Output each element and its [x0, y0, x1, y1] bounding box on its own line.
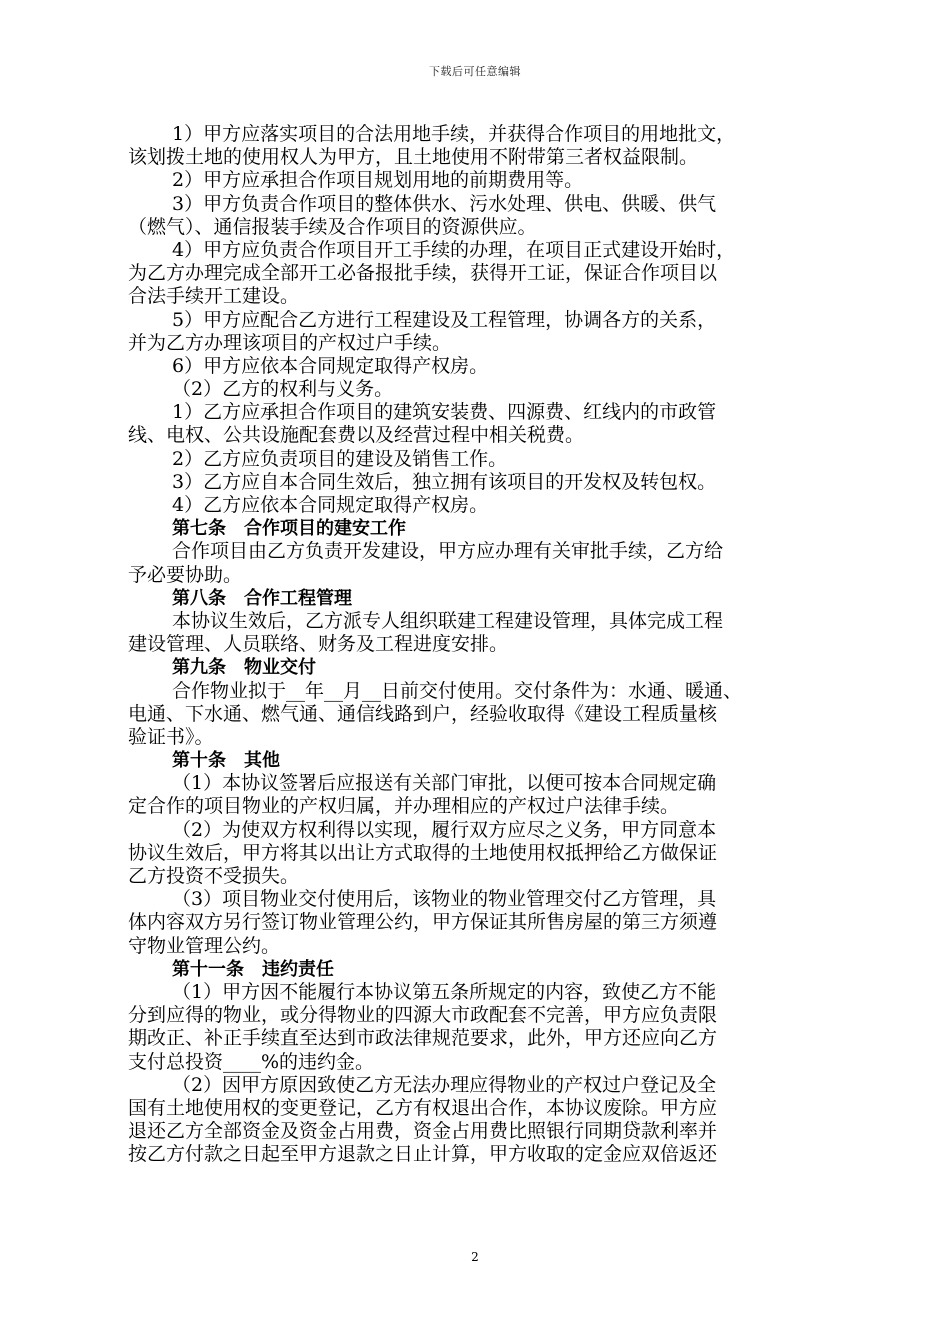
section-heading: 第八条 合作工程管理: [172, 587, 352, 609]
text-line: 定合作的项目物业的产权归属，并办理相应的产权过户法律手续。: [128, 795, 680, 818]
text-line: 并为乙方办理该项目的产权过户手续。: [128, 331, 452, 354]
text-line: 2）甲方应承担合作项目规划用地的前期费用等。: [172, 169, 584, 192]
text-line: 该划拨土地的使用权人为甲方，且土地使用不附带第三者权益限制。: [128, 146, 699, 169]
text-line: 守物业管理公约。: [128, 934, 281, 957]
text-line: 5）甲方应配合乙方进行工程建设及工程管理，协调各方的关系，: [172, 308, 717, 331]
text-line: 退还乙方全部资金及资金占用费，资金占用费比照银行同期贷款利率并: [128, 1120, 718, 1143]
text-line: 线、电权、公共设施配套费以及经营过程中相关税费。: [128, 424, 585, 447]
section-heading: 第七条 合作项目的建安工作: [172, 518, 406, 540]
text-line: 6）甲方应依本合同规定取得产权房。: [172, 354, 489, 377]
text-line: （2）乙方的权利与义务。: [172, 378, 394, 401]
text-line: 建设管理、人员联络、财务及工程进度安排。: [128, 633, 509, 656]
text-line: （燃气）、通信报装手续及合作项目的资源供应。: [128, 215, 537, 238]
text-line: 国有土地使用权的变更登记，乙方有权退出合作，本协议废除。甲方应: [128, 1096, 718, 1119]
text-line: 分到应得的物业，或分得物业的四源大市政配套不完善，甲方应负责限: [128, 1004, 718, 1027]
text-line: 1）甲方应落实项目的合法用地手续，并获得合作项目的用地批文，: [172, 123, 736, 145]
text-line: （2）为使双方权利得以实现，履行双方应尽之义务，甲方同意本: [172, 818, 717, 841]
text-line: （1）甲方因不能履行本协议第五条所规定的内容，致使乙方不能: [172, 980, 717, 1003]
text-line: 体内容双方另行签订物业管理公约，甲方保证其所售房屋的第三方须遵: [128, 911, 718, 934]
page-number: 2: [471, 1250, 479, 1264]
text-line: 2）乙方应负责项目的建设及销售工作。: [172, 447, 508, 470]
text-line: 乙方投资不受损失。: [128, 865, 300, 887]
text-line: 1）乙方应承担合作项目的建筑安装费、四源费、红线内的市政管: [172, 401, 717, 424]
text-line: 合法手续开工建设。: [128, 285, 300, 308]
text-line: （2）因甲方原因致使乙方无法办理应得物业的产权过户登记及全: [172, 1073, 717, 1096]
text-line: 按乙方付款之日起至甲方退款之日止计算，甲方收取的定金应双倍返还: [128, 1143, 718, 1166]
text-line: （1）本协议签署后应报送有关部门审批，以便可按本合同规定确: [172, 772, 717, 795]
text-line: 4）乙方应依本合同规定取得产权房。: [172, 494, 489, 516]
text-line: 合作物业拟于__年__月__日前交付使用。交付条件为：水通、暖通、: [172, 679, 743, 702]
text-line: 为乙方办理完成全部开工必备报批手续，获得开工证，保证合作项目以: [128, 262, 718, 285]
section-heading: 第九条 物业交付: [172, 657, 316, 679]
text-line: 本协议生效后，乙方派专人组织联建工程建设管理，具体完成工程: [172, 609, 724, 632]
document-body: [128, 123, 830, 1166]
text-line: 合作项目由乙方负责开发建设，甲方应办理有关审批手续，乙方给: [172, 540, 724, 563]
text-line: 予必要协助。: [128, 563, 243, 586]
section-heading: 第十条 其他: [172, 750, 280, 772]
text-line: 电通、下水通、燃气通、通信线路到户，经验收取得《建设工程质量核: [128, 702, 718, 725]
section-heading: 第十一条 违约责任: [172, 958, 334, 980]
text-line: 支付总投资____%的违约金。: [128, 1050, 375, 1073]
text-line: 验证书》。: [128, 725, 214, 748]
page-header: 下载后可任意编辑: [429, 65, 521, 78]
text-line: 期改正、补正手续直至达到市政法律规范要求，此外，甲方还应向乙方: [128, 1027, 718, 1050]
text-line: （3）项目物业交付使用后，该物业的物业管理交付乙方管理，具: [172, 888, 717, 911]
text-line: 4）甲方应负责合作项目开工手续的办理，在项目正式建设开始时，: [172, 238, 736, 261]
text-line: 协议生效后，甲方将其以出让方式取得的土地使用权抵押给乙方做保证: [128, 841, 718, 864]
text-line: 3）甲方负责合作项目的整体供水、污水处理、供电、供暖、供气: [172, 192, 717, 215]
text-line: 3）乙方应自本合同生效后，独立拥有该项目的开发权及转包权。: [172, 470, 717, 493]
